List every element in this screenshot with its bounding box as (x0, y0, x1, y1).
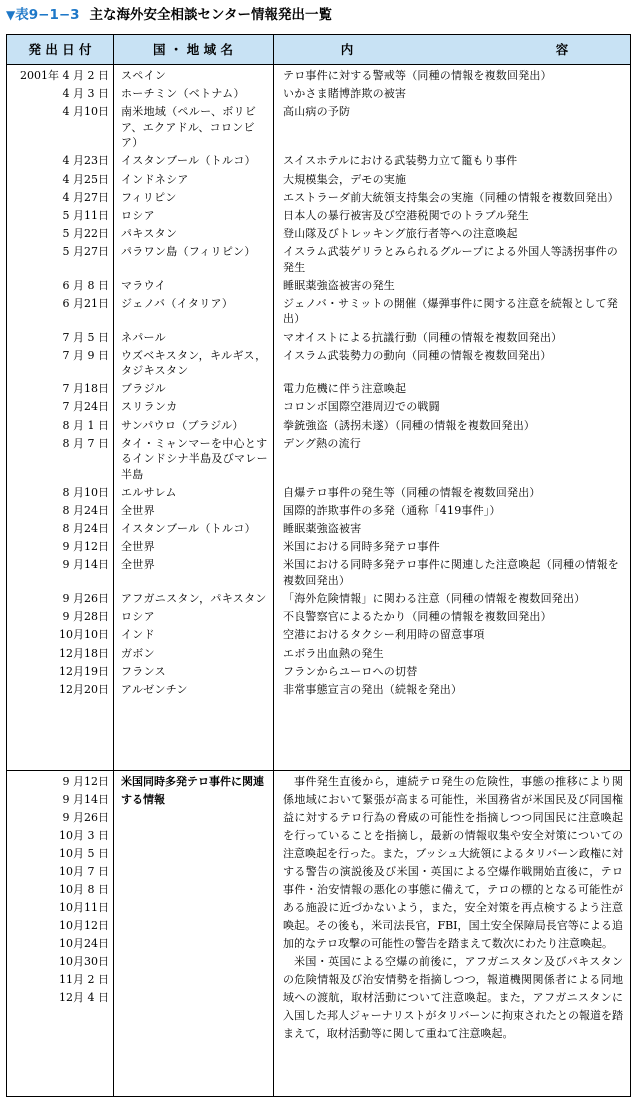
header-date: 発 出 日 付 (28, 42, 92, 57)
table-row (7, 627, 630, 643)
row-place: インドネシア (121, 172, 189, 186)
info-table (6, 34, 631, 1097)
row-date: 6 月21日 (62, 296, 109, 310)
table-row (7, 226, 630, 242)
row-date: 4 月25日 (62, 172, 109, 186)
row-date: 2001年 4 月 2 日 (20, 69, 109, 82)
row-content: デング熱の流行 (283, 436, 361, 450)
table-row (7, 399, 630, 415)
table-row (7, 591, 630, 607)
table-row (7, 436, 630, 483)
table-row (7, 296, 630, 327)
table-row (7, 172, 630, 188)
table-row (7, 664, 630, 680)
table-row (7, 68, 630, 84)
row-place: サンパウロ（ブラジル） (121, 418, 244, 432)
row-date: 7 月 9 日 (62, 348, 109, 362)
table-row (7, 208, 630, 224)
row-place: フィリピン (121, 190, 177, 204)
row-date: 9 月12日 (62, 540, 109, 554)
triangle-marker-icon: ▼ (6, 8, 16, 22)
terror-paragraph: 米国・英国による空爆の前後に，アフガニスタン及びパキスタンの危険情報及び治安情勢を指摘しつつ，報道機関関係者による同地域への渡航，取材活動について注意喚起。また，アフガニスタンに入国した邦人ジャーナリストがタリバーンに拘束されたとの報道を踏まえて，取材活動等に関して重ねて注意喚起。 (283, 955, 624, 1040)
row-date: 4 月 3 日 (62, 87, 109, 101)
table-title (6, 3, 332, 27)
row-date: 12月18日 (59, 646, 109, 660)
row-content: 睡眠薬強盗被害 (283, 522, 362, 536)
terror-date: 9 月14日 (62, 793, 109, 806)
row-place: ロシア (121, 610, 155, 624)
header-content-a: 内 (340, 42, 354, 57)
row-content: エボラ出血熱の発生 (283, 646, 384, 660)
row-place: 全世界 (121, 504, 155, 518)
row-content: 睡眠薬強盗被害の発生 (283, 278, 395, 292)
terror-date: 10月 8 日 (59, 883, 109, 896)
terror-content (283, 773, 623, 1043)
table-row (7, 539, 630, 555)
row-content: イスラム武装勢力の動向（同種の情報を複数回発出） (283, 348, 552, 362)
row-place: アフガニスタン，パキスタン (121, 592, 267, 606)
row-content: ジェノバ・サミットの開催（爆弾事件に関する注意を続報として発出） (283, 296, 618, 326)
table-row (7, 104, 630, 151)
row-content: 拳銃強盗（誘拐未遂）（同種の情報を複数回発出） (283, 418, 536, 432)
table-row (7, 278, 630, 294)
row-content: マオイストによる抗議行動（同種の情報を複数回発出） (283, 330, 563, 344)
table-row (7, 86, 630, 102)
row-place: アルゼンチン (121, 682, 188, 696)
row-date: 7 月18日 (62, 382, 109, 396)
row-place: インド (121, 628, 155, 642)
terror-paragraph: 事件発生直後から，連続テロ発生の危険性，事態の推移により関係地域において緊張が高まる可能性，米国務省が米国民及び同国権益に対するテロ行為の脅威の可能性を指摘しつつ同国民に注意喚起を行っていることを指摘し，最新の情報収集や安全対策についての注意喚起を行った。また，ブッシュ大統領によるタリバーン政権に対する警告の演説後及び米国・英国による空爆作戦開始直後に，テロ事件・治安情報の悪化の事態に備えて，テロの標的となる可能性がある施設に近づかないよう，また，安全対策を再点検するよう注意喚起。その後も，米司法長官，FBI，国土安全保障局長官等による追加的なテロ攻撃の可能性の警告を踏まえて数次にわたり注意喚起。 (283, 775, 623, 950)
row-content: 国際的詐欺事件の多発（通称「419事件」） (283, 504, 501, 518)
terror-section (7, 773, 630, 1096)
row-date: 4 月27日 (62, 190, 109, 204)
row-place: 全世界 (121, 540, 155, 554)
row-date: 5 月27日 (62, 245, 109, 259)
table-row (7, 503, 630, 519)
row-date: 5 月22日 (62, 226, 109, 240)
row-place: タイ・ミャンマーを中心とするインドシナ半島及びマレー半島 (121, 436, 268, 481)
terror-date: 12月 4 日 (59, 991, 109, 1004)
table-row (7, 682, 630, 698)
row-place: 全世界 (121, 558, 155, 572)
table-row (7, 418, 630, 434)
row-content: フランからユーロへの切替 (283, 664, 418, 678)
row-date: 4 月10日 (62, 105, 109, 119)
row-content: イスラム武装ゲリラとみられるグループによる外国人等誘拐事件の発生 (283, 245, 618, 274)
row-date: 7 月24日 (62, 400, 109, 414)
table-row (7, 244, 630, 275)
row-content: 日本人の暴行被害及び空港税関でのトラブル発生 (283, 208, 529, 222)
table-body (7, 68, 630, 700)
row-place: 南米地域（ペルー、ボリビア、エクアドル、コロンビア） (121, 105, 257, 150)
row-place: ジェノバ（イタリア） (121, 296, 234, 310)
row-date: 8 月 7 日 (62, 436, 109, 450)
row-date: 7 月 5 日 (62, 330, 109, 344)
row-place: ウズベキスタン，キルギス，タジキスタン (121, 348, 267, 378)
terror-date: 10月 7 日 (59, 865, 109, 878)
terror-date: 10月11日 (59, 901, 109, 914)
row-content: 米国における同時多発テロ事件 (283, 540, 440, 554)
row-content: コロンボ国際空港周辺での戦闘 (283, 400, 440, 414)
row-date: 9 月14日 (62, 558, 109, 572)
row-place: フランス (121, 664, 166, 678)
row-place: イスタンブール（トルコ） (121, 154, 256, 168)
section-divider (7, 770, 630, 771)
row-date: 4 月23日 (62, 154, 109, 168)
row-date: 8 月10日 (62, 485, 109, 499)
row-content: 登山隊及びトレッキング旅行者等への注意喚起 (283, 226, 518, 240)
row-place: ガボン (121, 646, 155, 660)
table-row (7, 521, 630, 537)
row-date: 8 月24日 (62, 522, 109, 536)
row-date: 12月19日 (59, 664, 109, 678)
terror-date: 10月 5 日 (59, 847, 109, 860)
row-place: エルサレム (121, 485, 177, 499)
table-row (7, 646, 630, 662)
row-content: 米国における同時多発テロ事件に関連した注意喚起（同種の情報を複数回発出） (283, 558, 619, 587)
table-row (7, 348, 630, 379)
row-place: パラワン島（フィリピン） (121, 245, 256, 259)
row-content: エストラーダ前大統領支持集会の実施（同種の情報を複数回発出） (283, 190, 619, 204)
table-row (7, 381, 630, 397)
row-date: 9 月26日 (62, 592, 109, 606)
header-content-b: 容 (555, 42, 569, 57)
row-place: パキスタン (121, 226, 178, 240)
row-content: スイスホテルにおける武装勢力立て籠もり事件 (283, 154, 518, 168)
row-content: いかさま賭博詐欺の被害 (283, 87, 407, 101)
row-content: 「海外危険情報」に関わる注意（同種の情報を複数回発出） (283, 592, 586, 606)
row-content: 空港におけるタクシー利用時の留意事項 (283, 628, 485, 642)
row-content: 電力危機に伴う注意喚起 (283, 382, 407, 396)
row-content: テロ事件に対する警戒等（同種の情報を複数回発出） (283, 69, 552, 82)
row-place: ブラジル (121, 382, 166, 396)
terror-dates (7, 773, 109, 1007)
row-place: ロシア (121, 208, 155, 222)
row-date: 9 月28日 (62, 610, 109, 624)
terror-date: 10月12日 (59, 919, 109, 932)
row-place: マラウイ (121, 278, 166, 292)
row-content: 非常事態宣言の発出（続報を発出） (283, 682, 463, 696)
table-row (7, 153, 630, 169)
row-date: 5 月11日 (62, 208, 109, 222)
header-place: 国 ・ 地 域 名 (153, 42, 233, 57)
table-row (7, 330, 630, 346)
table-number: 表9−1−3 (15, 7, 80, 23)
terror-date: 9 月12日 (62, 775, 109, 788)
row-content: 大規模集会，デモの実施 (283, 172, 407, 186)
table-header (7, 35, 630, 65)
row-content: 自爆テロ事件の発生等（同種の情報を複数回発出） (283, 485, 541, 499)
row-date: 8 月24日 (62, 504, 109, 518)
row-place: ホーチミン（ベトナム） (121, 87, 245, 101)
table-title-text: 主な海外安全相談センター情報発出一覧 (89, 7, 333, 23)
row-place: スペイン (121, 69, 167, 82)
terror-date: 10月30日 (59, 955, 109, 968)
row-place: スリランカ (121, 400, 178, 414)
terror-date: 9 月26日 (62, 811, 109, 824)
terror-place: 米国同時多発テロ事件に関連する情報 (121, 775, 264, 806)
terror-date: 11月 2 日 (59, 973, 109, 986)
row-place: ネパール (121, 330, 166, 344)
row-date: 8 月 1 日 (62, 418, 109, 432)
row-date: 6 月 8 日 (62, 278, 109, 292)
row-date: 12月20日 (59, 682, 109, 696)
row-date: 10月10日 (59, 628, 109, 642)
row-place: イスタンブール（トルコ） (121, 522, 256, 536)
table-row (7, 557, 630, 588)
row-content: 高山病の予防 (283, 105, 351, 119)
table-row (7, 485, 630, 501)
terror-date: 10月24日 (59, 937, 109, 950)
table-row (7, 609, 630, 625)
row-content: 不良警察官によるたかり（同種の情報を複数回発出） (283, 610, 552, 624)
table-row (7, 190, 630, 206)
terror-date: 10月 3 日 (59, 829, 109, 842)
